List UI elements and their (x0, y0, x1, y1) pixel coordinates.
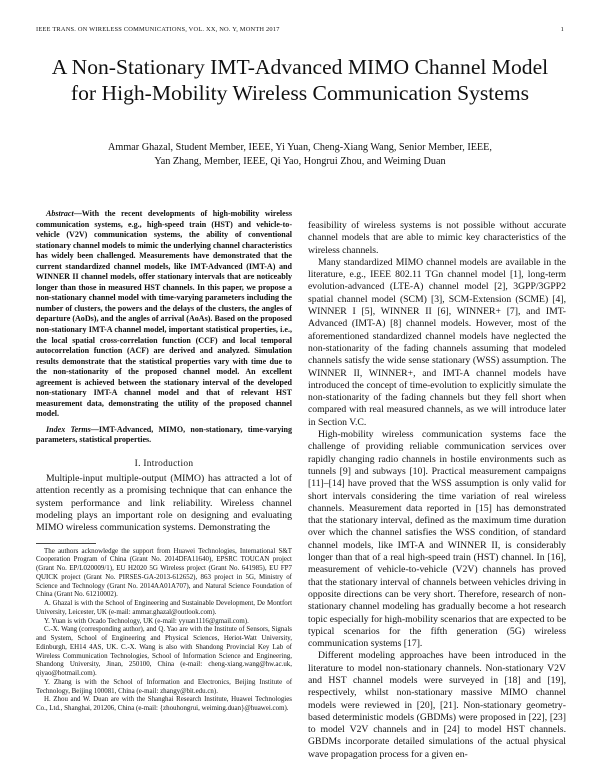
body-paragraph: High-mobility wireless communication systems face the challenge of providing reliable communication services over rapidly changing radio channels in hostile environments such as tunnels [9] and subways [10]. Practical measurement campaigns [11]–[14] have proved that the WSS assumption is only valid for short intervals considering the time variation of real wireless channels. Measurement data reported in [15] has demonstrated that the stationary interval, defined as the maximum time duration over which the channel satisfies the WSS condition, of standard channel models, like IMT-A and WINNER II, is considerably longer than that of a real high-speed train (HST) channel. In [16], measurement of vehicle-to-vehicle (V2V) channels has proved that the stationary interval of channels between vehicles driving in opposite directions can be very short. Therefore, research of non-stationary channel modeling has gradually become a hot research topic especially for high-mobility scenarios that are expected to be typical scenarios for the fifth generation (5G) wireless communication systems [17]. (308, 429, 566, 650)
right-column (308, 220, 566, 761)
author-list (60, 141, 540, 168)
footnote-affiliation: Y. Zhang is with the School of Information and Electronics, Beijing Institute of Technology, Beijing 100081, China (e-mail: zhangy@bit.edu.cn). (36, 677, 292, 695)
footnote-affiliation: C.-X. Wang (corresponding author), and Q. Yao are with the Institute of Sensors, Signals and System, School of Engineering and Physical Sciences, Heriot-Watt University, Edinburgh, EH14 4AS, UK. C.-X. Wang is also with Shandong Provincial Key Lab of Wireless Communication Technologies, School of Information Science and Engineering, Shandong University, Jinan, 250100, China (e-mail: cheng-xiang.wang@hw.ac.uk, qiyao@hotmail.com). (36, 625, 292, 678)
body-paragraph: feasibility of wireless systems is not possible without accurate channel models that are able to mimic key characteristics of the wireless channels. (308, 220, 566, 256)
running-header (36, 26, 564, 33)
body-paragraph: Many standardized MIMO channel models are available in the literature, e.g., IEEE 802.11 TGn channel model [1], long-term evolution-advanced (LTE-A) channel model [2], 3GPP/3GPP2 spatial channel model (SCM) [3], SCM-Extension (SCME) [4], WINNER I [5], WINNER II [6], WINNER+ [7], and IMT-Advanced (IMT-A) [8] channel models. However, most of the aforementioned standardized channel models have neglected the non-stationarity of the fading channels assuming that modeled channels satisfy the wide sense stationary (WSS) assumption. The WINNER II, WINNER+, and IMT-A channel models have introduced the concept of time-evolution to explicitly simulate the non-stationarity of the fading channels but they fell short when compared with real measured channels, as we will introduce later in Section V.C. (308, 256, 566, 428)
footnote-affiliation: Y. Yuan is with Ocado Technology, UK (e-mail: yyuan1116@gmail.com). (44, 616, 249, 625)
footnote-divider (36, 543, 96, 544)
index-terms-text: —IMT-Advanced, MIMO, non-stationary, time-varying parameters, statistical properties. (36, 424, 292, 445)
footnote-affiliation: A. Ghazal is with the School of Engineering and Sustainable Development, De Montfort University, Leicester, UK (e-mail: ammar.ghazal@outlook.com). (36, 599, 292, 616)
body-paragraph: Different modeling approaches have been introduced in the literature to model non-stationary channels. Non-stationary V2V and HST channel models were surveyed in [18] and [19], respectively, whilst non-stationary massive MIMO channel models were reviewed in [20], [21]. Non-stationary geometry-based deterministic models (GBDMs) were proposed in [22], [23] to model V2V channels and in [24] to model HST channels. GBDMs incorporate detailed simulations of the actual physical wave propagation process for a given en- (308, 650, 566, 760)
abstract-text: —With the recent developments of high-mobility wireless communication systems, e.g., high-speed train (HST) and vehicle-to-vehicle (V2V) communication systems, the ability of conventional stationary channel models to mimic the underlying channel characteristics has widely been challenged. Measurements have demonstrated that the current standardized channel models, like IMT-Advanced (IMT-A) and WINNER II channel models, offer stationary intervals that are noticeably longer than those in measured HST channels. In this paper, we propose a non-stationary channel model with time-varying parameters including the number of clusters, the powers and the delays of the clusters, the angles of departure (AoDs), and the angles of arrival (AoAs). Based on the proposed non-stationary IMT-A channel model, important statistical properties, i.e., the local spatial cross-correlation function (CCF) and local temporal autocorrelation function (ACF) are derived and analyzed. Simulation results demonstrate that the statistical properties vary with time due to the non-stationarity of the proposed channel model. An excellent agreement is achieved between the stationary interval of the developed non-stationary IMT-A channel model and that of relevant HST measurement data, demonstrating the utility of the proposed channel model. (36, 209, 292, 419)
footnote-acknowledgment: The authors acknowledge the support from Huawei Technologies, International S&T Cooperation Program of China (Grant No. 2014DFA11640), EPSRC TOUCAN project (Grant No. EP/L020009/1), EU H2020 5G Wireless project (Grant No. 641985), EU FP7 QUICK project (Grant No. PIRSES-GA-2013-612652), 863 project in 5G, Ministry of Science and Technology (Grant No. 2014AA01A707), and Natural Science Foundation of China (Grant No. 61210002). (36, 546, 292, 599)
journal-header: IEEE TRANS. ON WIRELESS COMMUNICATIONS, VOL. XX, NO. Y, MONTH 2017 (36, 26, 280, 33)
left-column (36, 209, 292, 713)
index-terms-label: Index Terms (46, 424, 91, 434)
author-line-1: Ammar Ghazal, Student Member, IEEE, Yi Yuan, Cheng-Xiang Wang, Senior Member, IEEE, (108, 142, 492, 153)
author-line-2: Yan Zhang, Member, IEEE, Qi Yao, Hongrui Zhou, and Weiming Duan (154, 155, 446, 167)
section-heading-introduction: I. Introduction (134, 459, 194, 470)
abstract (36, 209, 292, 420)
abstract-label: Abstract (46, 209, 74, 218)
intro-paragraph: Multiple-input multiple-output (MIMO) has attracted a lot of attention recently as a promising technique that can enhance the system performance and link reliability. Wireless channel modeling plays an important role on designing and evaluating MIMO wireless communication systems. Demonstrating the (36, 473, 292, 534)
index-terms (36, 425, 292, 446)
footnotes (36, 547, 292, 713)
paper-title: A Non-Stationary IMT-Advanced MIMO Channel Model for High-Mobility Wireless Communication Systems (51, 55, 549, 105)
page-number: 1 (560, 26, 564, 33)
footnote-affiliation: H. Zhou and W. Duan are with the Shanghai Research Institute, Huawei Technologies Co., Ltd., Shanghai, 201206, China (e-mail: {zhouhongrui, weiming.duan}@huawei.com). (36, 695, 292, 713)
